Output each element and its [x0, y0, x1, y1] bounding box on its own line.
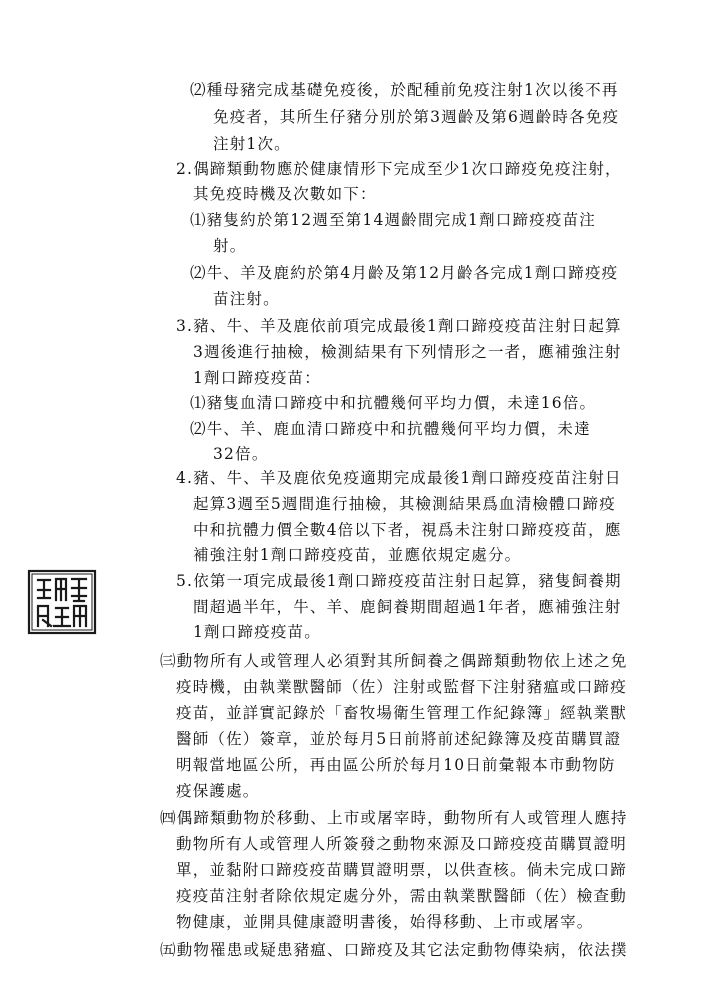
- text-line: 單，並黏附口蹄疫疫苗購買證明票，以供查核。倘未完成口蹄: [176, 861, 627, 879]
- text-line: ⑴豬隻血清口蹄疫中和抗體幾何平均力價，未達16倍。: [190, 394, 597, 412]
- text-line: 明報當地區公所，再由區公所於每月10日前彙報本市動物防: [176, 756, 616, 774]
- text-line: ㈤動物罹患或疑患豬瘟、口蹄疫及其它法定動物傳染病，依法撲: [160, 941, 628, 959]
- text-line: 注射1次。: [213, 135, 291, 153]
- text-line: 3.豬、牛、羊及鹿依前項完成最後1劑口蹄疫疫苗注射日起算: [176, 317, 622, 335]
- text-line: ㈢動物所有人或管理人必須對其所飼養之偶蹄類動物依上述之免: [160, 652, 628, 670]
- text-line: 3週後進行抽檢，檢測結果有下列情形之一者，應補強注射: [193, 343, 622, 361]
- text-line: 物健康，並開具健康證明書後，始得移動、上市或屠宰。: [176, 913, 594, 931]
- text-line: 補強注射1劑口蹄疫疫苗，並應依規定處分。: [193, 546, 522, 564]
- text-line: ⑵牛、羊、鹿血清口蹄疫中和抗體幾何平均力價，未達: [190, 420, 591, 438]
- text-line: 免疫者，其所生仔豬分別於第3週齡及第6週齡時各免疫: [213, 108, 620, 126]
- text-line: 疫保護處。: [176, 782, 260, 800]
- text-line: 1劑口蹄疫疫苗：: [193, 369, 321, 387]
- text-line: 醫師（佐）簽章，並於每月5日前將前述紀錄簿及疫苗購買證: [176, 730, 622, 748]
- text-line: 苗注射。: [213, 290, 280, 308]
- text-line: ⑵牛、羊及鹿約於第4月齡及第12月齡各完成1劑口蹄疫疫: [190, 264, 619, 282]
- text-line: 起算3週至5週間進行抽檢，其檢測結果爲血清檢體口蹄疫: [193, 495, 616, 513]
- text-line: 疫苗，並詳實記錄於「畜牧場衛生管理工作紀錄簿」經執業獸: [176, 704, 627, 722]
- text-line: 中和抗體力價全數4倍以下者，視爲未注射口蹄疫疫苗，應: [193, 521, 622, 539]
- text-line: 2.偶蹄類動物應於健康情形下完成至少1次口蹄疫免疫注射，: [176, 160, 622, 178]
- text-line: 動物所有人或管理人所簽發之動物來源及口蹄疫疫苗購買證明: [176, 835, 627, 853]
- official-seal-stamp: [26, 568, 98, 636]
- text-line: 間超過半年，牛、羊、鹿飼養期間超過1年者，應補強注射: [193, 598, 622, 616]
- text-line: 32倍。: [213, 445, 269, 463]
- text-line: 疫疫苗注射者除依規定處分外，需由執業獸醫師（佐）檢查動: [176, 887, 627, 905]
- text-line: 4.豬、牛、羊及鹿依免疫適期完成最後1劑口蹄疫疫苗注射日: [176, 469, 622, 487]
- text-line: 5.依第一項完成最後1劑口蹄疫疫苗注射日起算，豬隻飼養期: [176, 572, 622, 590]
- text-line: ㈣偶蹄類動物於移動、上市或屠宰時，動物所有人或管理人應持: [160, 809, 628, 827]
- text-line: 其免疫時機及次數如下：: [193, 185, 377, 203]
- text-line: 1劑口蹄疫疫苗。: [193, 623, 321, 641]
- text-line: ⑵種母豬完成基礎免疫後，於配種前免疫注射1次以後不再: [190, 81, 619, 99]
- text-line: 疫時機，由執業獸醫師（佐）注射或監督下注射豬瘟或口蹄疫: [176, 678, 627, 696]
- text-line: ⑴豬隻約於第12週至第14週齡間完成1劑口蹄疫疫苗注: [190, 211, 597, 229]
- text-line: 射。: [213, 237, 247, 255]
